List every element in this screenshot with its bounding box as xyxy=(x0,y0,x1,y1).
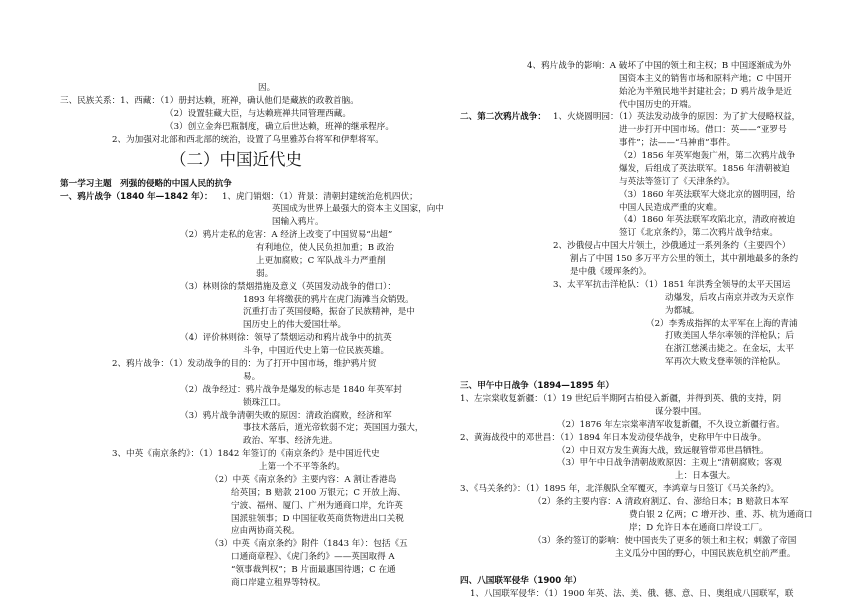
text-line: 主义瓜分中国的野心，中国民族危机空前严重。 xyxy=(615,548,796,559)
text-line: 国派驻领事；D 中国征收英商货物进出口关税 xyxy=(231,513,404,524)
text-line: 易。 xyxy=(243,371,261,382)
text-line: 宁波、福州、厦门、广州为通商口岸，允许英 xyxy=(231,500,403,511)
text-line: 1、虎门销烟：（1）背景：清朝封建统治危机四伏； xyxy=(222,191,418,202)
text-line: （3）甲午中日战争清朝战败原因：主观上“清朝腐败；客观 xyxy=(557,458,782,469)
text-line: 3、中英《南京条约》：（1）1842 年签订的《南京条约》是中国近代史 xyxy=(112,449,380,460)
text-line: （2）中日双方发生黄海大战，致远舰管带邓世昌牺牲。 xyxy=(557,445,769,456)
section-heading: 三、甲午中日战争（1894—1895 年） xyxy=(460,381,614,391)
text-line: 3、《马关条约》：（1）1895 年，北洋舰队全军覆灭，李鸿章与日签订《马关条约》。 xyxy=(460,484,780,495)
text-line: 上更加腐败；C 军队战斗力严重削 xyxy=(256,255,386,266)
text-line: “领事裁判权”；B 片面最惠国待遇；C 在通 xyxy=(231,565,396,576)
text-line: 中国人民造成严重的灾难。 xyxy=(619,202,723,213)
text-line: （3）条约签订的影响：使中国丧失了更多的领土和主权；刺激了帝国 xyxy=(533,535,797,546)
text-line: （4）1860 年英法联军攻陷北京，清政府被迫 xyxy=(619,215,796,226)
text-line: 上：日本强大。 xyxy=(675,471,736,482)
text-line: （3）1860 年英法联军大烧北京的圆明园，给 xyxy=(619,189,796,200)
text-line: 斗争，中国近代史上第一位民族英雄。 xyxy=(243,346,390,357)
text-line: （2）设置驻藏大臣，与达赖班禅共同管理西藏。 xyxy=(165,108,351,119)
text-line: 进一步打开中国市场。借口：英——“亚罗号 xyxy=(619,125,787,136)
text-line: 1、火烧圆明园：（1）英法发动战争的原因：为了扩大侵略权益， xyxy=(553,112,801,123)
text-line: 给英国；B 赔款 2100 万银元；C 开放上海、 xyxy=(231,487,406,498)
text-line: 打败美国人华尔率领的洋枪队；后 xyxy=(665,331,794,342)
text-line: 政治、军事、经济先进。 xyxy=(243,436,338,447)
section-title: （二）中国近代史 xyxy=(170,150,302,169)
text-line: 国资本主义的销售市场和原料产地；C 中国开 xyxy=(619,73,792,84)
text-line: 事件”；法——“马神甫”事件。 xyxy=(619,138,736,149)
text-line: 1893 年将缴获的鸦片在虎门海滩当众销毁。 xyxy=(243,294,414,305)
text-line: 2、为加强对北部和西北部的统治，设置了乌里雅苏台将军和伊犁将军。 xyxy=(112,134,384,145)
text-line: （2）鸦片走私的危害：A 经济上改变了中国贸易“出超” xyxy=(180,230,393,241)
text-line: 2、沙俄侵占中国大片领土，沙俄通过一系列条约（主要四个） xyxy=(553,241,791,252)
text-line: 锁珠江口。 xyxy=(243,397,286,408)
text-line: 2、鸦片战争：（1）发动战争的目的：为了打开中国市场，维护鸦片贸 xyxy=(112,359,377,369)
text-line: 商口岸建立租界等特权。 xyxy=(231,578,326,588)
text-line: （2）战争经过：鸦片战争是爆发的标志是 1840 年英军封 xyxy=(180,384,402,395)
text-line: 事技术落后，道光帝软弱不定；英国国力强大， xyxy=(243,423,424,434)
text-line: 国历史上的伟大爱国壮举。 xyxy=(243,320,347,331)
text-line: 上第一个不平等条约。 xyxy=(259,462,345,472)
text-line: （3）创立金奔巴瓶制度，确立后世达赖，班禅的继承程序。 xyxy=(165,121,394,132)
subject-heading: 第一学习主题 列强的侵略的中国人民的抗争 xyxy=(60,178,232,189)
text-line: 应由两协商关税。 xyxy=(231,526,300,537)
text-line: 2、黄海战役中的邓世昌：（1）1894 年日本发动侵华战争，史称甲午中日战争。 xyxy=(460,432,767,443)
section-heading: 二、第二次鸦片战争： xyxy=(460,112,546,123)
text-line: 因。 xyxy=(258,82,276,93)
text-line: 军再次大败戈登率领的洋枪队。 xyxy=(665,357,786,368)
text-line: 爆发，后组成了英法联军。1856 年清朝被迫 xyxy=(619,163,790,174)
text-line: （3）中英《南京条约》附件（1843 年）：包括《五 xyxy=(210,539,408,550)
text-line: （4）评价林则徐：领导了禁烟运动和鸦片战争中的抗英 xyxy=(180,333,392,344)
text-line: 1、八国联军侵华：（1）1900 年英、法、美、俄、德、意、日、奥组成八国联军，联 xyxy=(470,589,794,599)
text-line: （2）1856 年英军炮轰广州，第二次鸦片战争 xyxy=(619,151,796,161)
text-line: （2）1876 年左宗棠率清军收复新疆，不久设立新疆行省。 xyxy=(557,419,785,430)
text-line: 动爆发，后攻占南京并改为天京作 xyxy=(665,292,794,303)
text-line: 割占了中国 150 多万平方公里的领土，其中割地最多的条约 xyxy=(570,254,799,265)
text-line: 与英法等签订了《天津条约》。 xyxy=(619,176,736,187)
text-line: 谋分裂中国。 xyxy=(655,406,707,417)
text-line: （3）鸦片战争清朝失败的原因：清政治腐败，经济和军 xyxy=(180,410,392,421)
text-line: 在浙江慈溪击毙之。在金坛，太平 xyxy=(665,344,794,355)
text-line: 始沦为半殖民地半封建社会；D 鸦片战争是近 xyxy=(619,86,792,97)
text-line: 有利地位，使人民负担加重；B 政治 xyxy=(256,243,394,253)
section-heading: 一、鸦片战争（1840 年—1842 年）： xyxy=(60,191,213,202)
text-line: 英国成为世界上最强大的资本主义国家，向中 xyxy=(272,204,444,215)
section-heading: 四、八国联军侵华（1900 年） xyxy=(460,576,582,587)
text-line: （2）条约主要内容：A 清政府割辽、台、澎给日本；B 赔款日本军 xyxy=(533,497,789,507)
text-line: 3、太平军抗击洋枪队：（1）1851 年洪秀全领导的太平天国运 xyxy=(553,279,791,290)
text-line: 国输入鸦片。 xyxy=(272,217,324,228)
text-line: 代中国历史的开端。 xyxy=(619,99,697,110)
text-line: 口通商章程》、《虎门条约》——英国取得 A xyxy=(231,552,395,563)
text-line: 1、左宗棠收复新疆：（1）19 世纪后半期阿古柏侵入新疆，并得到英、俄的支持，阴 xyxy=(460,393,782,404)
text-line: 沉重打击了英国侵略，振奋了民族精神，是中 xyxy=(243,307,415,318)
text-line: 弱。 xyxy=(256,268,274,279)
text-line: 签订《北京条约》，第二次鸦片战争结束。 xyxy=(619,228,778,239)
text-line: 费白银 2 亿两；C 增开沙、重、苏、杭为通商口 xyxy=(629,509,813,520)
text-line: （3）林则徐的禁烟措施及意义（英国发动战争的借口）： xyxy=(180,281,397,292)
text-line: 4、鸦片战争的影响：A 破坏了中国的领土和主权；B 中国逐渐成为外 xyxy=(527,60,792,71)
text-line: 为都城。 xyxy=(665,305,700,316)
text-line: 岸；D 允许日本在通商口岸设工厂。 xyxy=(629,522,768,533)
text-line: （2）中英《南京条约》主要内容：A 割让香港岛 xyxy=(210,474,397,485)
text-line: 是中俄《瑷珲条约》。 xyxy=(570,267,652,277)
text-line: （2）李秀成指挥的太平军在上海的青浦 xyxy=(646,318,798,329)
text-line: 三、民族关系：1、西藏：（1）册封达赖，班禅，确认他们是藏族的政教首脑。 xyxy=(60,95,359,106)
